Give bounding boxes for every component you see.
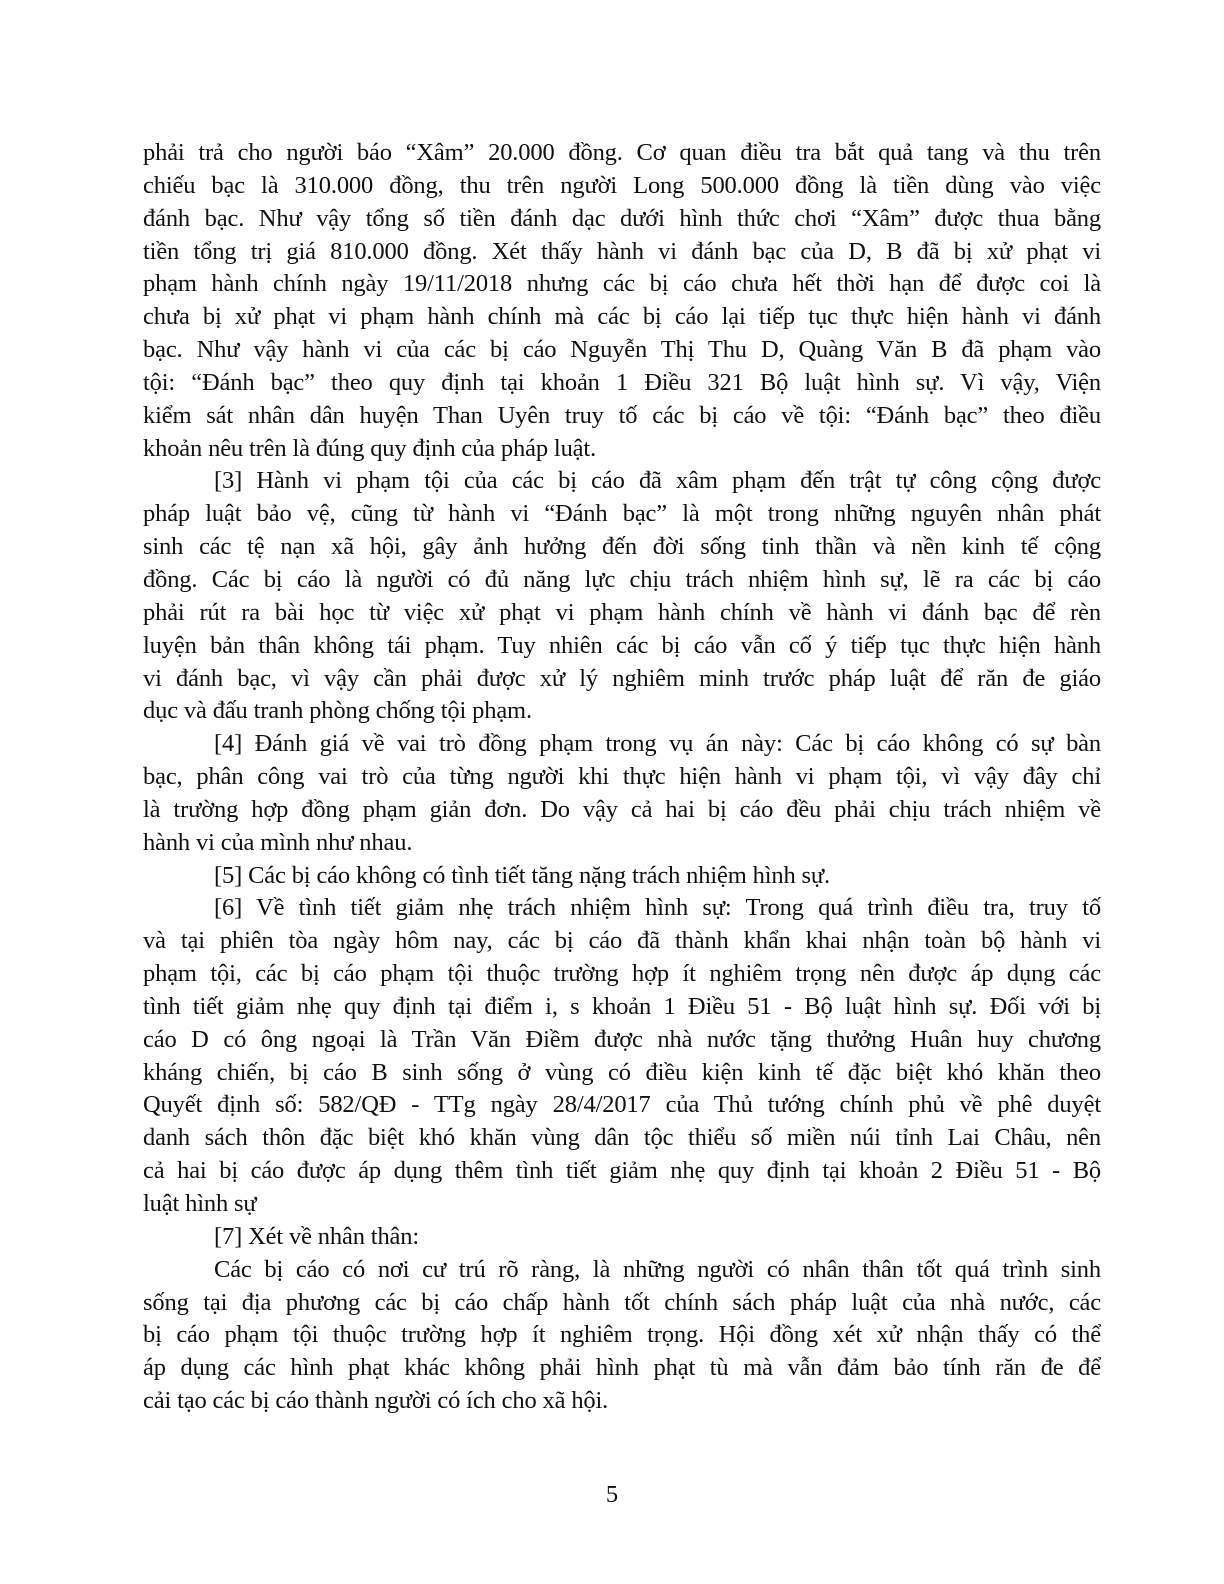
text-line: vi đánh bạc, vì vậy cần phải được xử lý nghiêm minh trước pháp luật để răn đe giáo <box>143 664 1101 692</box>
text-line: hành vi của mình như nhau. <box>143 828 413 856</box>
text-line: [4] Đánh giá về vai trò đồng phạm trong vụ án này: Các bị cáo không có sự bàn <box>214 730 1101 758</box>
text-line: cáo D có ông ngoại là Trần Văn Điềm được nhà nước tặng thưởng Huân huy chương <box>143 1025 1101 1053</box>
text-line: chưa bị xử phạt vi phạm hành chính mà các bị cáo lại tiếp tục thực hiện hành vi đánh <box>143 303 1101 331</box>
paragraph-5 <box>143 860 1101 893</box>
text-line: kháng chiến, bị cáo B sinh sống ở vùng có điều kiện kinh tế đặc biệt khó khăn theo <box>143 1058 1101 1086</box>
text-line: [3] Hành vi phạm tội của các bị cáo đã xâm phạm đến trật tự công cộng được <box>214 467 1101 495</box>
text-line: chiếu bạc là 310.000 đồng, thu trên người Long 500.000 đồng là tiền dùng vào việc <box>143 171 1101 199</box>
text-line: sinh các tệ nạn xã hội, gây ảnh hưởng đến đời sống tinh thần và nền kinh tế cộng <box>143 533 1101 561</box>
text-line: [7] Xét về nhân thân: <box>214 1222 420 1250</box>
text-line: tiền tổng trị giá 810.000 đồng. Xét thấy hành vi đánh bạc của D, B đã bị xử phạt vi <box>143 237 1101 265</box>
paragraph-3 <box>143 465 1101 728</box>
paragraph-7 <box>143 1221 1101 1254</box>
text-line: phạm tội, các bị cáo phạm tội thuộc trường hợp ít nghiêm trọng nên được áp dụng các <box>143 960 1101 988</box>
text-line: dục và đấu tranh phòng chống tội phạm. <box>143 697 532 725</box>
text-line: đánh bạc. Như vậy tổng số tiền đánh dạc dưới hình thức chơi “Xâm” được thua bằng <box>143 204 1101 232</box>
text-line: sống tại địa phương các bị cáo chấp hành tốt chính sách pháp luật của nhà nước, các <box>143 1288 1101 1316</box>
text-line: luyện bản thân không tái phạm. Tuy nhiên các bị cáo vẫn cố ý tiếp tục thực hiện hành <box>143 631 1101 659</box>
text-line: Quyết định số: 582/QĐ - TTg ngày 28/4/2017 của Thủ tướng chính phủ về phê duyệt <box>143 1091 1101 1119</box>
text-line: pháp luật bảo vệ, cũng từ hành vi “Đánh bạc” là một trong những nguyên nhân phát <box>143 500 1101 528</box>
text-line: [5] Các bị cáo không có tình tiết tăng nặng trách nhiệm hình sự. <box>214 861 831 889</box>
text-line: danh sách thôn đặc biệt khó khăn vùng dân tộc thiểu số miền núi tỉnh Lai Châu, nên <box>143 1124 1101 1152</box>
text-line: bị cáo phạm tội thuộc trường hợp ít nghiêm trọng. Hội đồng xét xử nhận thấy có thể <box>143 1321 1101 1349</box>
text-line: phải trả cho người báo “Xâm” 20.000 đồng. Cơ quan điều tra bắt quả tang và thu trên <box>143 139 1101 166</box>
text-line: [6] Về tình tiết giảm nhẹ trách nhiệm hình sự: Trong quá trình điều tra, truy tố <box>214 894 1101 922</box>
text-line: tình tiết giảm nhẹ quy định tại điểm i, s khoản 1 Điều 51 - Bộ luật hình sự. Đối với bị <box>143 992 1101 1020</box>
text-line: luật hình sự <box>143 1190 257 1217</box>
text-line: áp dụng các hình phạt khác không phải hình phạt tù mà vẫn đảm bảo tính răn đe để <box>143 1354 1101 1382</box>
page-number: 5 <box>605 1481 619 1508</box>
paragraph-7-body <box>143 1254 1101 1418</box>
text-line: Các bị cáo có nơi cư trú rõ ràng, là những người có nhân thân tốt quá trình sinh <box>214 1255 1101 1283</box>
text-line: phải rút ra bài học từ việc xử phạt vi phạm hành chính về hành vi đánh bạc để rèn <box>143 598 1101 626</box>
text-line: đồng. Các bị cáo là người có đủ năng lực chịu trách nhiệm hình sự, lẽ ra các bị cáo <box>143 565 1101 593</box>
text-line: tội: “Đánh bạc” theo quy định tại khoản 1 Điều 321 Bộ luật hình sự. Vì vậy, Viện <box>143 368 1101 396</box>
text-line: và tại phiên tòa ngày hôm nay, các bị cáo đã thành khẩn khai nhận toàn bộ hành vi <box>143 927 1101 955</box>
text-line: bạc. Như vậy hành vi của các bị cáo Nguyễn Thị Thu D, Quàng Văn B đã phạm vào <box>143 336 1101 364</box>
paragraph-6 <box>143 892 1101 1220</box>
text-line: bạc, phân công vai trò của từng người khi thực hiện hành vi phạm tội, vì vậy đây chỉ <box>143 763 1101 791</box>
text-line: phạm hành chính ngày 19/11/2018 nhưng các bị cáo chưa hết thời hạn để được coi là <box>143 270 1101 298</box>
document-body <box>143 137 1101 1418</box>
text-line: khoản nêu trên là đúng quy định của pháp luật. <box>143 434 597 462</box>
paragraph-continuation <box>143 137 1101 465</box>
text-line: cải tạo các bị cáo thành người có ích cho xã hội. <box>143 1387 609 1415</box>
text-line: kiểm sát nhân dân huyện Than Uyên truy tố các bị cáo về tội: “Đánh bạc” theo điều <box>143 401 1101 429</box>
text-line: cả hai bị cáo được áp dụng thêm tình tiết giảm nhẹ quy định tại khoản 2 Điều 51 - Bộ <box>143 1157 1101 1185</box>
text-line: là trường hợp đồng phạm giản đơn. Do vậy cả hai bị cáo đều phải chịu trách nhiệm về <box>143 795 1101 823</box>
paragraph-4 <box>143 728 1101 859</box>
